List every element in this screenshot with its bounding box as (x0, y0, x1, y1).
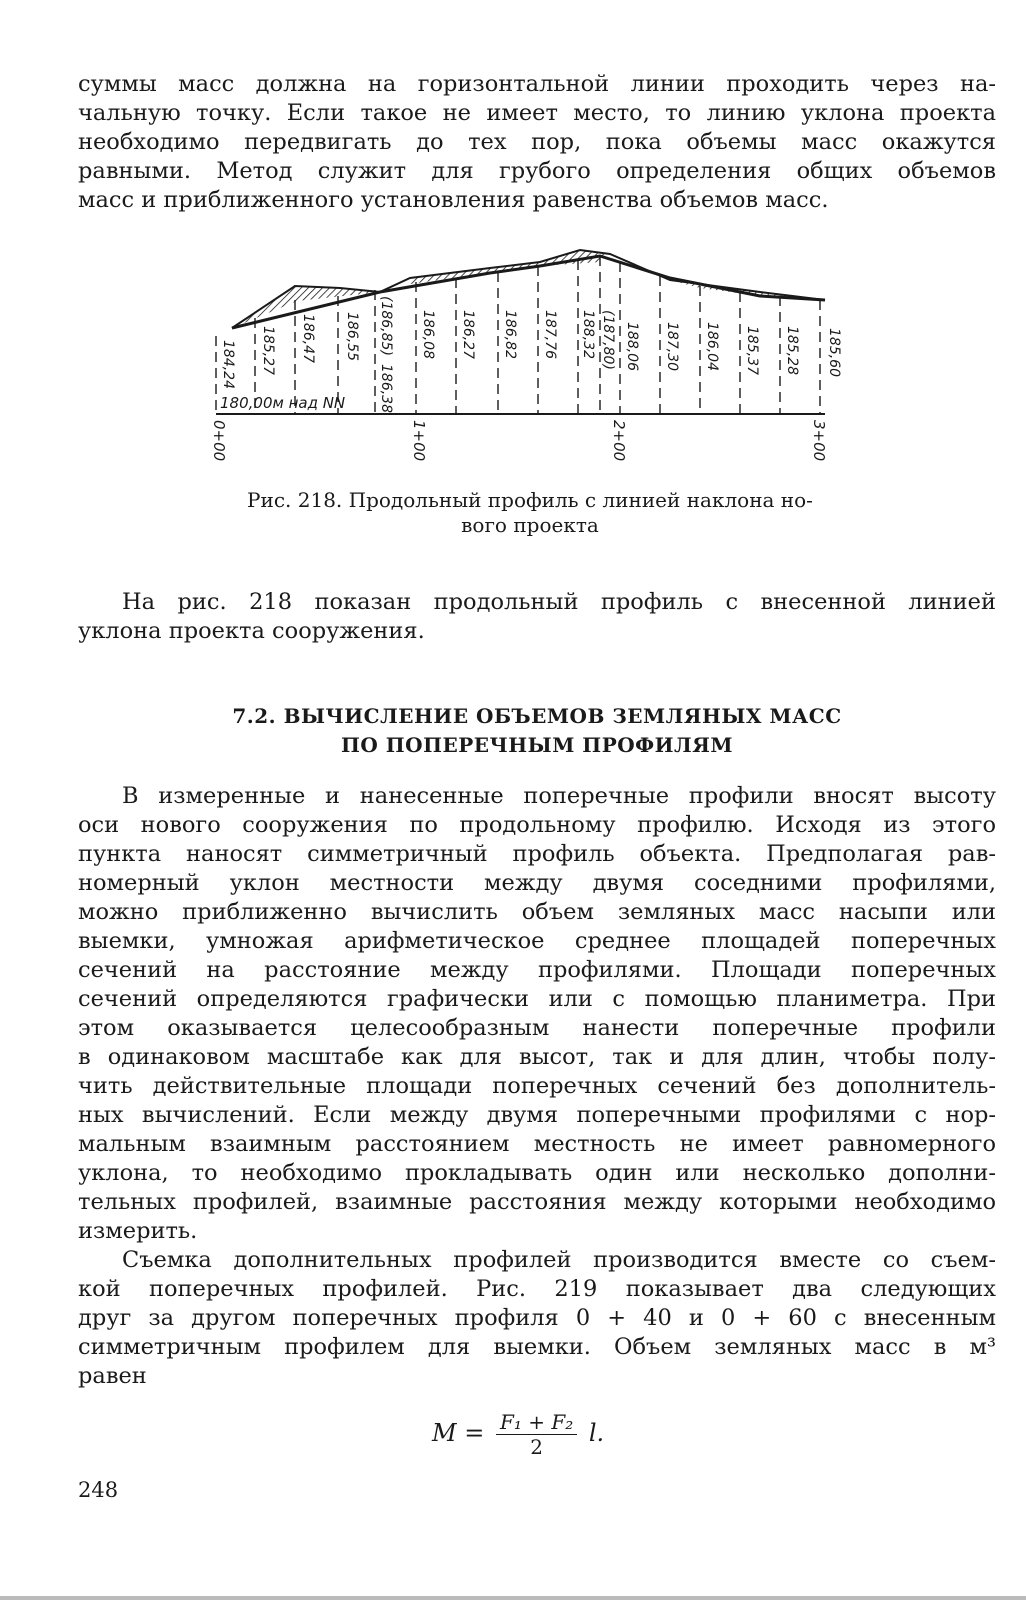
elevation-label: 185,28 (784, 326, 800, 375)
text-line: симметричным профилем для выемки. Объем земляных масс в м³ (78, 1334, 996, 1360)
text-line: уклона проекта сооружения. (78, 618, 425, 644)
elevation-label: 186,82 (502, 310, 518, 359)
caption-line: вого проекта (461, 513, 599, 537)
text-line: Съемка дополнительных профилей производится вместе со съем- (122, 1247, 996, 1273)
text-line: сечений на расстояние между профилями. Площади поперечных (78, 957, 996, 983)
text-line: чальную точку. Если такое не имеет место, то линию уклона проекта (78, 100, 996, 126)
section-heading (78, 702, 996, 760)
text-line: В измеренные и нанесенные поперечные профили вносят высоту (122, 783, 996, 809)
text-line: ных вычислений. Если между двумя поперечными профилями с нор- (78, 1102, 996, 1128)
elevation-label: 186,38 (378, 364, 394, 413)
figure-caption (200, 488, 860, 538)
elevation-label: 184,24 (220, 340, 236, 389)
elevation-label: 185,60 (826, 328, 842, 377)
text-line: сечений определяются графически или с помощью планиметра. При (78, 986, 996, 1012)
heading-line: 7.2. ВЫЧИСЛЕНИЕ ОБЪЕМОВ ЗЕМЛЯНЫХ МАСС (232, 704, 842, 728)
formula-fraction (496, 1410, 577, 1459)
formula-rhs: l. (588, 1419, 605, 1447)
station-label: 2+00 (610, 420, 628, 462)
text-line: в одинаковом масштабе как для высот, так и для длин, чтобы полу- (78, 1044, 996, 1070)
elevation-label: 186,08 (420, 310, 436, 359)
text-line: масс и приближенного установления равенства объемов масс. (78, 187, 829, 213)
scan-bottom-edge (0, 1596, 1026, 1600)
text-line: пункта наносят симметричный профиль объекта. Предполагая рав- (78, 841, 996, 867)
text-line: этом оказывается целесообразным нанести поперечные профили (78, 1015, 996, 1041)
formula-denominator: 2 (530, 1435, 543, 1459)
station-label: 0+00 (210, 420, 228, 462)
text-line: уклона, то необходимо прокладывать один или несколько дополни- (78, 1160, 996, 1186)
elevation-label: 187,30 (664, 322, 680, 371)
station-labels (210, 420, 828, 461)
cut-region-middle (410, 250, 610, 284)
elevation-label: (187,80) (600, 310, 616, 370)
elevation-label: 186,27 (460, 310, 476, 359)
heading-line: ПО ПОПЕРЕЧНЫМ ПРОФИЛЯМ (341, 733, 733, 757)
elevation-label: 188,06 (624, 322, 640, 371)
text-line: суммы масс должна на горизонтальной линии проходить через на- (78, 71, 996, 97)
elevation-label: 186,47 (300, 314, 316, 363)
elevation-label: 186,04 (704, 322, 720, 371)
station-label: 3+00 (810, 420, 828, 462)
text-line: выемки, умножая арифметическое среднее площадей поперечных (78, 928, 996, 954)
paragraph-cross-sections (78, 782, 996, 1246)
paragraph-figure-reference (78, 588, 996, 646)
formula-lhs: M (432, 1419, 457, 1447)
text-line: чить действительные площади поперечных сечений без дополнитель- (78, 1073, 996, 1099)
text-line: оси нового сооружения по продольному профилю. Исходя из этого (78, 812, 996, 838)
elevation-label: 185,37 (744, 326, 760, 375)
text-line: На рис. 218 показан продольный профиль с внесенной линией (122, 589, 996, 615)
elevation-label: 188,32 (580, 310, 596, 359)
station-label: 1+00 (410, 420, 428, 462)
text-line: необходимо передвигать до тех пор, пока объемы масс окажутся (78, 129, 996, 155)
intro-paragraph (78, 70, 996, 215)
longitudinal-profile-figure (200, 240, 860, 480)
caption-line: Рис. 218. Продольный профиль с линией наклона но- (247, 488, 813, 512)
formula-numerator: F₁ + F₂ (496, 1410, 577, 1435)
datum-label: 180,00м над NN (220, 394, 346, 412)
volume-formula (432, 1410, 604, 1459)
text-line: можно приближенно вычислить объем земляных масс насыпи или (78, 899, 996, 925)
text-line: номерный уклон местности между двумя соседними профилями, (78, 870, 996, 896)
elevation-label: 185,27 (260, 326, 276, 375)
text-line: измерить. (78, 1218, 198, 1244)
formula-equals: = (464, 1419, 485, 1447)
text-line: тельных профилей, взаимные расстояния между которыми необходимо (78, 1189, 996, 1215)
page-number: 248 (78, 1478, 119, 1502)
paragraph-additional-profiles (78, 1246, 996, 1391)
text-line: равными. Метод служит для грубого определения общих объемов (78, 158, 996, 184)
elevation-label: 187,76 (542, 310, 558, 359)
elevation-label: (186,85) (378, 296, 394, 356)
text-line: друг за другом поперечных профиля 0 + 40 и 0 + 60 с внесенным (78, 1305, 996, 1331)
text-line: мальным взаимным расстоянием местность не имеет равномерного (78, 1131, 996, 1157)
text-line: кой поперечных профилей. Рис. 219 показывает два следующих (78, 1276, 996, 1302)
elevation-label: 186,55 (344, 312, 360, 361)
text-line: равен (78, 1363, 147, 1389)
